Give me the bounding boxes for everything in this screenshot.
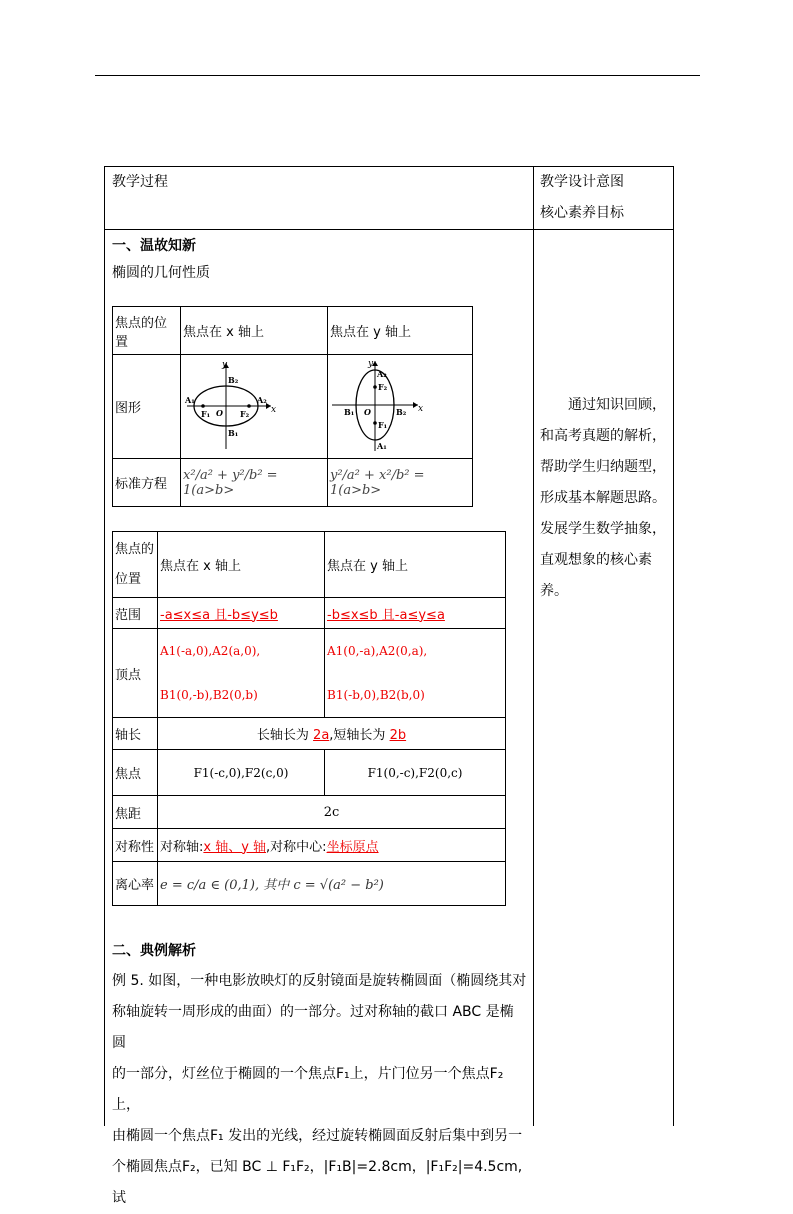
t2-axis-cell	[158, 718, 506, 750]
svg-text:O: O	[364, 406, 371, 417]
header-rule	[95, 75, 700, 76]
t2-r-sym: 对称性	[113, 829, 158, 862]
t2-axis-mid: ,短轴长为	[329, 728, 390, 743]
table-column-divider	[533, 166, 534, 1126]
section1-title: 一、温故知新	[112, 238, 196, 254]
svg-text:F₂: F₂	[378, 381, 388, 392]
t2-focus-x: F1(-c,0),F2(c,0)	[158, 750, 325, 796]
ellipse-y-figure	[330, 357, 470, 453]
example-line-2: 称轴旋转一周形成的曲面）的一部分。过对称轴的截口 ABC 是椭圆	[112, 1004, 514, 1051]
example-line-5: 个椭圆焦点F₂，已知 BC ⊥ F₁F₂，|F₁B|=2.8cm，|F₁F₂|=4.5cm,试	[112, 1159, 523, 1206]
svg-text:B₁: B₁	[228, 427, 239, 438]
example-line-4: 由椭圆一个焦点F₁ 发出的光线，经过旋转椭圆面反射后集中到另一	[112, 1128, 523, 1144]
t2-r-focus: 焦点	[113, 750, 158, 796]
t2-vertex-y-2: B1(-b,0),B2(b,0)	[327, 688, 425, 702]
t2-range-x: -a≤x≤a 且-b≤y≤b	[158, 598, 325, 629]
t2-focus-y: F1(0,-c),F2(0,c)	[325, 750, 506, 796]
t2-r-dist: 焦距	[113, 796, 158, 829]
ellipse-x-figure	[183, 357, 323, 453]
t2-axis-2b: 2b	[389, 728, 407, 743]
intent-line-2: 和高考真题的解析，	[540, 428, 666, 444]
header-intent-2: 核心素养目标	[540, 205, 624, 221]
svg-text:A₁: A₁	[377, 440, 387, 451]
intent-line-6: 直观想象的核心素	[540, 552, 652, 568]
t2-vertex-x-2: B1(0,-b),B2(0,b)	[160, 688, 258, 702]
t2-range-y: -b≤x≤b 且-a≤y≤a	[325, 598, 506, 629]
intent-line-1: 通过知识回顾，	[568, 397, 666, 413]
t2-r-range: 范围	[113, 598, 158, 629]
header-intent-1: 教学设计意图	[540, 174, 624, 190]
svg-text:y: y	[222, 359, 228, 370]
table-header-divider	[104, 229, 674, 230]
t2-axis-2a: 2a	[313, 728, 330, 743]
intent-line-7: 养。	[540, 583, 568, 599]
table-border-top	[104, 166, 674, 167]
example-line-1: 例 5. 如图，一种电影放映灯的反射镜面是旋转椭圆面（椭圆绕其对	[112, 973, 527, 989]
header-process: 教学过程	[112, 174, 168, 190]
t1-fig-x	[181, 355, 328, 459]
t2-sym-center: 坐标原点	[326, 839, 379, 855]
svg-text:B₂: B₂	[396, 406, 407, 417]
svg-text:F₂: F₂	[240, 408, 250, 419]
t2-sym-mid: ,对称中心:	[266, 839, 327, 855]
t1-h-x: 焦点在 x 轴上	[181, 307, 328, 355]
table-border-left	[104, 166, 105, 1126]
t2-r-axis: 轴长	[113, 718, 158, 750]
t2-vertex-x-1: A1(-a,0),A2(a,0),	[160, 644, 261, 658]
t1-eq-y: y²/a² + x²/b² = 1(a>b>	[328, 459, 473, 507]
t2-h-x: 焦点在 x 轴上	[158, 532, 325, 598]
svg-text:F₁: F₁	[201, 408, 211, 419]
t2-axis-pre: 长轴长为	[256, 728, 314, 743]
t1-fig-y	[328, 355, 473, 459]
intent-line-5: 发展学生数学抽象，	[540, 521, 666, 537]
svg-text:A₁: A₁	[185, 394, 195, 405]
svg-text:x: x	[418, 403, 424, 414]
t2-sym-cell	[158, 829, 506, 862]
ellipse-table-2	[112, 531, 506, 906]
t1-h-y: 焦点在 y 轴上	[328, 307, 473, 355]
t2-sym-axes: x 轴、y 轴	[203, 839, 267, 855]
design-intent	[540, 390, 668, 607]
t2-r-ecc: 离心率	[113, 862, 158, 906]
t1-r-fig: 图形	[113, 355, 181, 459]
svg-text:A₂: A₂	[257, 394, 267, 405]
t1-eq-x: x²/a² + y²/b² = 1(a>b>	[181, 459, 328, 507]
svg-text:B₂: B₂	[228, 374, 239, 385]
svg-text:B₁: B₁	[344, 406, 355, 417]
ellipse-table-1	[112, 306, 473, 507]
t2-sym-pre: 对称轴:	[160, 839, 204, 855]
t1-h-pos: 焦点的位置	[113, 307, 181, 355]
t2-r-vertex: 顶点	[113, 629, 158, 718]
svg-text:x: x	[271, 404, 277, 415]
intent-line-3: 帮助学生归纳题型，	[540, 459, 666, 475]
t2-ecc: e = c/a ∈ (0,1), 其中 c = √(a² − b²)	[158, 862, 506, 906]
t2-vertex-y-1: A1(0,-a),A2(0,a),	[327, 644, 428, 658]
t2-h-y: 焦点在 y 轴上	[325, 532, 506, 598]
svg-text:F₁: F₁	[378, 419, 388, 430]
svg-text:O: O	[216, 407, 223, 418]
t2-h-pos: 焦点的位置	[113, 532, 158, 598]
example-line-3: 的一部分，灯丝位于椭圆的一个焦点F₁上，片门位另一个焦点F₂上，	[112, 1066, 504, 1113]
example-paragraph	[112, 966, 527, 1214]
section2-title: 二、典例解析	[112, 943, 196, 959]
t2-dist: 2c	[158, 796, 506, 829]
section1-subtitle: 椭圆的几何性质	[112, 265, 210, 281]
svg-text:A₂: A₂	[377, 368, 387, 379]
t1-r-eq: 标准方程	[113, 459, 181, 507]
table-border-right	[673, 166, 674, 1126]
intent-line-4: 形成基本解题思路。	[540, 490, 666, 506]
svg-text:y: y	[368, 358, 374, 369]
